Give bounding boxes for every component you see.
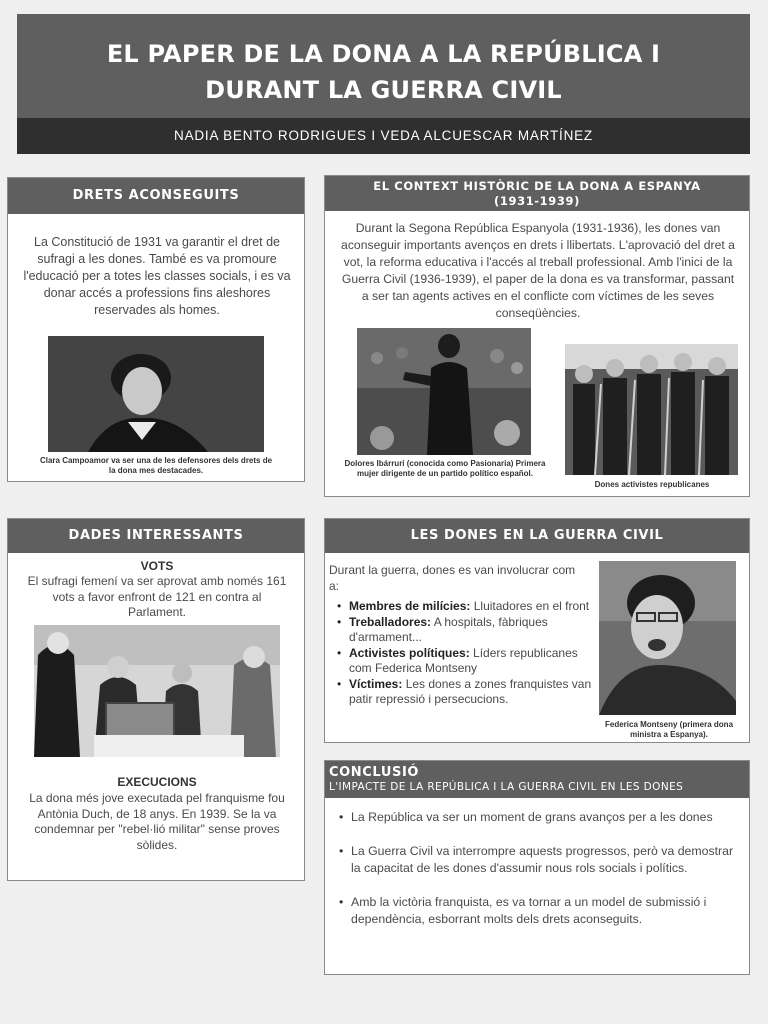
- list-item: [335, 677, 597, 708]
- role-term: Membres de milícies:: [349, 599, 471, 613]
- conclusion-list: [337, 809, 741, 945]
- role-desc: Les dones a zones franquistes van patir repressió i persecucions.: [349, 676, 592, 706]
- war-roles-list: [335, 599, 597, 708]
- context-heading-line-2: (1931-1939): [494, 194, 580, 208]
- campoamor-caption: Clara Campoamor va ser una de les defensores dels drets de la dona mes destacades.: [39, 456, 273, 475]
- context-panel: [324, 175, 750, 497]
- role-term: Activistes polítiques:: [349, 645, 470, 660]
- role-term: Treballadores:: [349, 614, 432, 629]
- war-intro: Durant la guerra, dones es van involucrar com a:: [329, 563, 576, 593]
- conclusion-heading: [325, 761, 749, 798]
- pasionaria-photo: [357, 328, 531, 455]
- authors-bar: NADIA BENTO RODRIGUES I VEDA ALCUESCAR MARTÍNEZ: [17, 118, 750, 154]
- montseny-caption: Federica Montseny (primera dona ministra a Espanya).: [604, 720, 734, 739]
- rights-panel: [7, 177, 305, 482]
- executions-title: EXECUCIONS: [117, 775, 197, 789]
- votes-title: VOTS: [140, 559, 174, 573]
- votes-text: El sufragi femení va ser aprovat amb només 161 vots a favor enfront de 121 en contra al Parlament.: [27, 574, 287, 619]
- list-item: • La Guerra Civil va interrompre aquests progressos, però va demostrar la capacitat de les dones d'assumir nous rols socials i polítics.: [337, 843, 741, 877]
- executions-text: La dona més jove executada pel franquisme fou Antònia Duch, de 18 anys. En 1939. Se la va condemnar per "rebel·lió militar" sense proves sòlides.: [29, 791, 285, 852]
- republican-activists-photo: [565, 344, 738, 475]
- conclusion-title: CONCLUSIÓ: [329, 765, 420, 780]
- poster-title: [17, 14, 750, 108]
- war-heading: LES DONES EN LA GUERRA CIVIL: [325, 519, 749, 553]
- federica-montseny-photo: [599, 561, 736, 715]
- context-heading-line-1: EL CONTEXT HISTÒRIC DE LA DONA A ESPANYA: [373, 179, 701, 193]
- poster-header: [17, 14, 750, 118]
- rights-text: La Constitució de 1931 va garantir el dret de sufragi a les dones. També es va promoure l'educació per a totes les classes socials, i es va donar accés a professions fins aleshores reservades als homes.: [23, 235, 291, 317]
- context-heading: [325, 176, 749, 211]
- context-text: Durant la Segona República Espanyola (1931-1936), les dones van aconseguir importants avenços en drets i llibertats. L'aprovació del dret a vot, la reforma educativa i l'accés al treball professional. Amb l'inici de la Guerra Civil (1936-1939), el paper de la dona es va transformar, passant a ser tan agents actives en el conflicte com víctimes de les seves conseqüències.: [341, 221, 735, 320]
- facts-heading: DADES INTERESSANTS: [8, 519, 304, 553]
- pasionaria-caption: Dolores Ibárruri (conocida como Pasionaria) Primera mujer dirigente de un partido político español.: [344, 459, 546, 478]
- activists-caption: Dones activistes republicanes: [594, 480, 710, 489]
- role-desc: Lluitadores en el front: [470, 599, 590, 613]
- list-item: • La República va ser un moment de grans avanços per a les dones: [337, 809, 741, 826]
- list-item: [335, 646, 597, 677]
- conclusion-panel: [324, 760, 750, 975]
- rights-heading: DRETS ACONSEGUITS: [8, 178, 304, 214]
- war-panel: [324, 518, 750, 743]
- list-item: • Amb la victòria franquista, es va tornar a un model de submissió i dependència, esborrant molts dels drets aconseguits.: [337, 894, 741, 928]
- women-voting-photo: [34, 625, 280, 757]
- title-line-2: DURANT LA GUERRA CIVIL: [205, 76, 562, 104]
- role-desc: A hospitals, fàbriques d'armament...: [349, 614, 548, 644]
- role-term: Víctimes:: [349, 676, 403, 691]
- clara-campoamor-photo: [48, 336, 264, 452]
- list-item: [335, 599, 597, 615]
- list-item: [335, 615, 597, 646]
- conclusion-subtitle: L'IMPACTE DE LA REPÚBLICA I LA GUERRA CIVIL EN LES DONES: [329, 781, 684, 793]
- title-line-1: EL PAPER DE LA DONA A LA REPÚBLICA I: [106, 40, 661, 68]
- role-desc: Líders republicanes com Federica Montseny: [349, 645, 578, 675]
- facts-panel: [7, 518, 305, 881]
